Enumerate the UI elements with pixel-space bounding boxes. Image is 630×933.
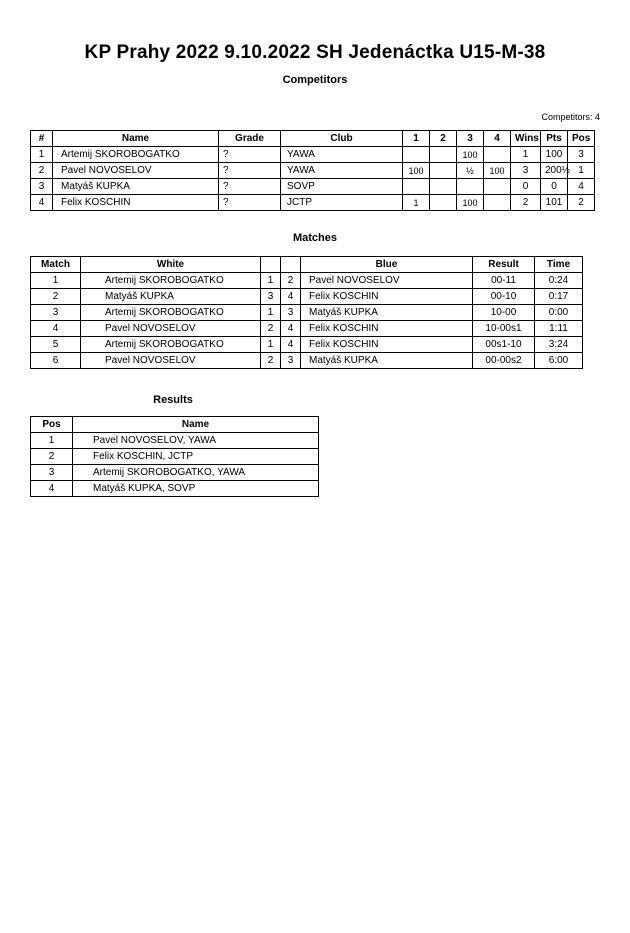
col-header-r1: 1 [403, 131, 430, 147]
result-name: Felix KOSCHIN, JCTP [73, 449, 319, 465]
competitor-grade: ? [219, 163, 281, 179]
table-row [31, 163, 595, 179]
competitors-count: Competitors: 4 [541, 112, 600, 122]
match-blue: Pavel NOVOSELOV [301, 273, 473, 289]
competitor-vs-4 [484, 195, 511, 211]
competitor-num: 4 [31, 195, 53, 211]
result-name: Artemij SKOROBOGATKO, YAWA [73, 465, 319, 481]
match-white: Artemij SKOROBOGATKO [81, 273, 261, 289]
table-row [31, 337, 583, 353]
competitor-vs-2 [430, 195, 457, 211]
matches-header-row [31, 257, 583, 273]
col-header-white-seed [261, 257, 281, 273]
table-row [31, 465, 319, 481]
competitors-table-wrap [30, 130, 591, 211]
col-header-name: Name [53, 131, 219, 147]
table-row [31, 147, 595, 163]
competitor-vs-1: 100 [403, 163, 430, 179]
match-blue-seed: 4 [281, 289, 301, 305]
competitor-wins: 2 [511, 195, 541, 211]
match-time: 0:00 [535, 305, 583, 321]
match-result: 00-10 [473, 289, 535, 305]
col-header-name: Name [73, 417, 319, 433]
match-number: 6 [31, 353, 81, 369]
competitor-wins: 3 [511, 163, 541, 179]
match-blue: Matyáš KUPKA [301, 305, 473, 321]
col-header-wins: Wins [511, 131, 541, 147]
result-pos: 4 [31, 481, 73, 497]
competitor-vs-1 [403, 147, 430, 163]
page-title: KP Prahy 2022 9.10.2022 SH Jedenáctka U15-M-38 [84, 42, 546, 63]
match-white-seed: 3 [261, 289, 281, 305]
col-header-r2: 2 [430, 131, 457, 147]
competitor-pos: 4 [568, 179, 595, 195]
competitor-vs-1: 1 [403, 195, 430, 211]
competitor-club: JCTP [281, 195, 403, 211]
table-row [31, 305, 583, 321]
competitor-club: YAWA [281, 163, 403, 179]
match-time: 0:24 [535, 273, 583, 289]
competitor-grade: ? [219, 147, 281, 163]
results-header-row [31, 417, 319, 433]
results-table-wrap [30, 416, 318, 497]
match-blue: Matyáš KUPKA [301, 353, 473, 369]
competitor-name: Felix KOSCHIN [53, 195, 219, 211]
competitor-vs-3 [457, 179, 484, 195]
match-blue-seed: 2 [281, 273, 301, 289]
tournament-report-page [0, 42, 630, 933]
match-result: 00s1-10 [473, 337, 535, 353]
match-white: Matyáš KUPKA [81, 289, 261, 305]
match-number: 5 [31, 337, 81, 353]
competitor-vs-3: ½ [457, 163, 484, 179]
competitor-vs-2 [430, 147, 457, 163]
competitor-vs-1 [403, 179, 430, 195]
table-row [31, 195, 595, 211]
match-blue-seed: 3 [281, 353, 301, 369]
col-header-club: Club [281, 131, 403, 147]
result-pos: 3 [31, 465, 73, 481]
competitor-vs-2 [430, 179, 457, 195]
table-row [31, 179, 595, 195]
table-row [31, 321, 583, 337]
match-time: 6:00 [535, 353, 583, 369]
competitor-pos: 3 [568, 147, 595, 163]
match-white-seed: 1 [261, 273, 281, 289]
table-row [31, 289, 583, 305]
match-result: 10-00 [473, 305, 535, 321]
match-white: Artemij SKOROBOGATKO [81, 305, 261, 321]
col-header-num: # [31, 131, 53, 147]
competitor-grade: ? [219, 179, 281, 195]
match-white-seed: 2 [261, 321, 281, 337]
match-blue: Felix KOSCHIN [301, 289, 473, 305]
col-header-blue-seed [281, 257, 301, 273]
competitor-vs-2 [430, 163, 457, 179]
match-number: 2 [31, 289, 81, 305]
match-white: Pavel NOVOSELOV [81, 321, 261, 337]
match-number: 3 [31, 305, 81, 321]
table-row [31, 353, 583, 369]
competitor-pos: 2 [568, 195, 595, 211]
competitor-vs-3: 100 [457, 195, 484, 211]
competitor-pts: 100 [541, 147, 568, 163]
competitor-club: YAWA [281, 147, 403, 163]
competitors-header-row [31, 131, 595, 147]
match-result: 10-00s1 [473, 321, 535, 337]
competitor-name: Pavel NOVOSELOV [53, 163, 219, 179]
match-white: Pavel NOVOSELOV [81, 353, 261, 369]
table-row [31, 273, 583, 289]
match-blue: Felix KOSCHIN [301, 337, 473, 353]
col-header-pos: Pos [31, 417, 73, 433]
competitor-vs-4 [484, 147, 511, 163]
match-time: 0:17 [535, 289, 583, 305]
col-header-result: Result [473, 257, 535, 273]
competitor-pts: 101 [541, 195, 568, 211]
match-white-seed: 1 [261, 337, 281, 353]
competitor-vs-3: 100 [457, 147, 484, 163]
match-time: 1:11 [535, 321, 583, 337]
competitor-club: SOVP [281, 179, 403, 195]
match-white: Artemij SKOROBOGATKO [81, 337, 261, 353]
results-table [30, 416, 319, 497]
match-white-seed: 1 [261, 305, 281, 321]
competitor-pos: 1 [568, 163, 595, 179]
matches-heading: Matches [292, 232, 338, 244]
match-time: 3:24 [535, 337, 583, 353]
col-header-pts: Pts [541, 131, 568, 147]
col-header-grade: Grade [219, 131, 281, 147]
competitor-grade: ? [219, 195, 281, 211]
matches-table-wrap [30, 256, 571, 369]
competitor-num: 2 [31, 163, 53, 179]
competitor-name: Matyáš KUPKA [53, 179, 219, 195]
competitor-num: 3 [31, 179, 53, 195]
match-white-seed: 2 [261, 353, 281, 369]
competitor-vs-4: 100 [484, 163, 511, 179]
competitor-wins: 1 [511, 147, 541, 163]
competitor-pts: 200½ [541, 163, 568, 179]
col-header-white: White [81, 257, 261, 273]
col-header-r4: 4 [484, 131, 511, 147]
match-blue-seed: 4 [281, 321, 301, 337]
competitor-pts: 0 [541, 179, 568, 195]
matches-table [30, 256, 583, 369]
match-number: 4 [31, 321, 81, 337]
results-heading: Results [153, 394, 193, 406]
competitor-num: 1 [31, 147, 53, 163]
competitors-heading: Competitors [282, 74, 348, 86]
col-header-time: Time [535, 257, 583, 273]
competitors-table [30, 130, 595, 211]
col-header-blue: Blue [301, 257, 473, 273]
competitor-wins: 0 [511, 179, 541, 195]
competitor-vs-4 [484, 179, 511, 195]
match-blue-seed: 3 [281, 305, 301, 321]
result-pos: 2 [31, 449, 73, 465]
result-name: Pavel NOVOSELOV, YAWA [73, 433, 319, 449]
table-row [31, 433, 319, 449]
table-row [31, 481, 319, 497]
result-name: Matyáš KUPKA, SOVP [73, 481, 319, 497]
col-header-pos: Pos [568, 131, 595, 147]
match-blue-seed: 4 [281, 337, 301, 353]
col-header-r3: 3 [457, 131, 484, 147]
match-number: 1 [31, 273, 81, 289]
table-row [31, 449, 319, 465]
match-result: 00-11 [473, 273, 535, 289]
result-pos: 1 [31, 433, 73, 449]
col-header-match: Match [31, 257, 81, 273]
match-result: 00-00s2 [473, 353, 535, 369]
match-blue: Felix KOSCHIN [301, 321, 473, 337]
competitor-name: Artemij SKOROBOGATKO [53, 147, 219, 163]
